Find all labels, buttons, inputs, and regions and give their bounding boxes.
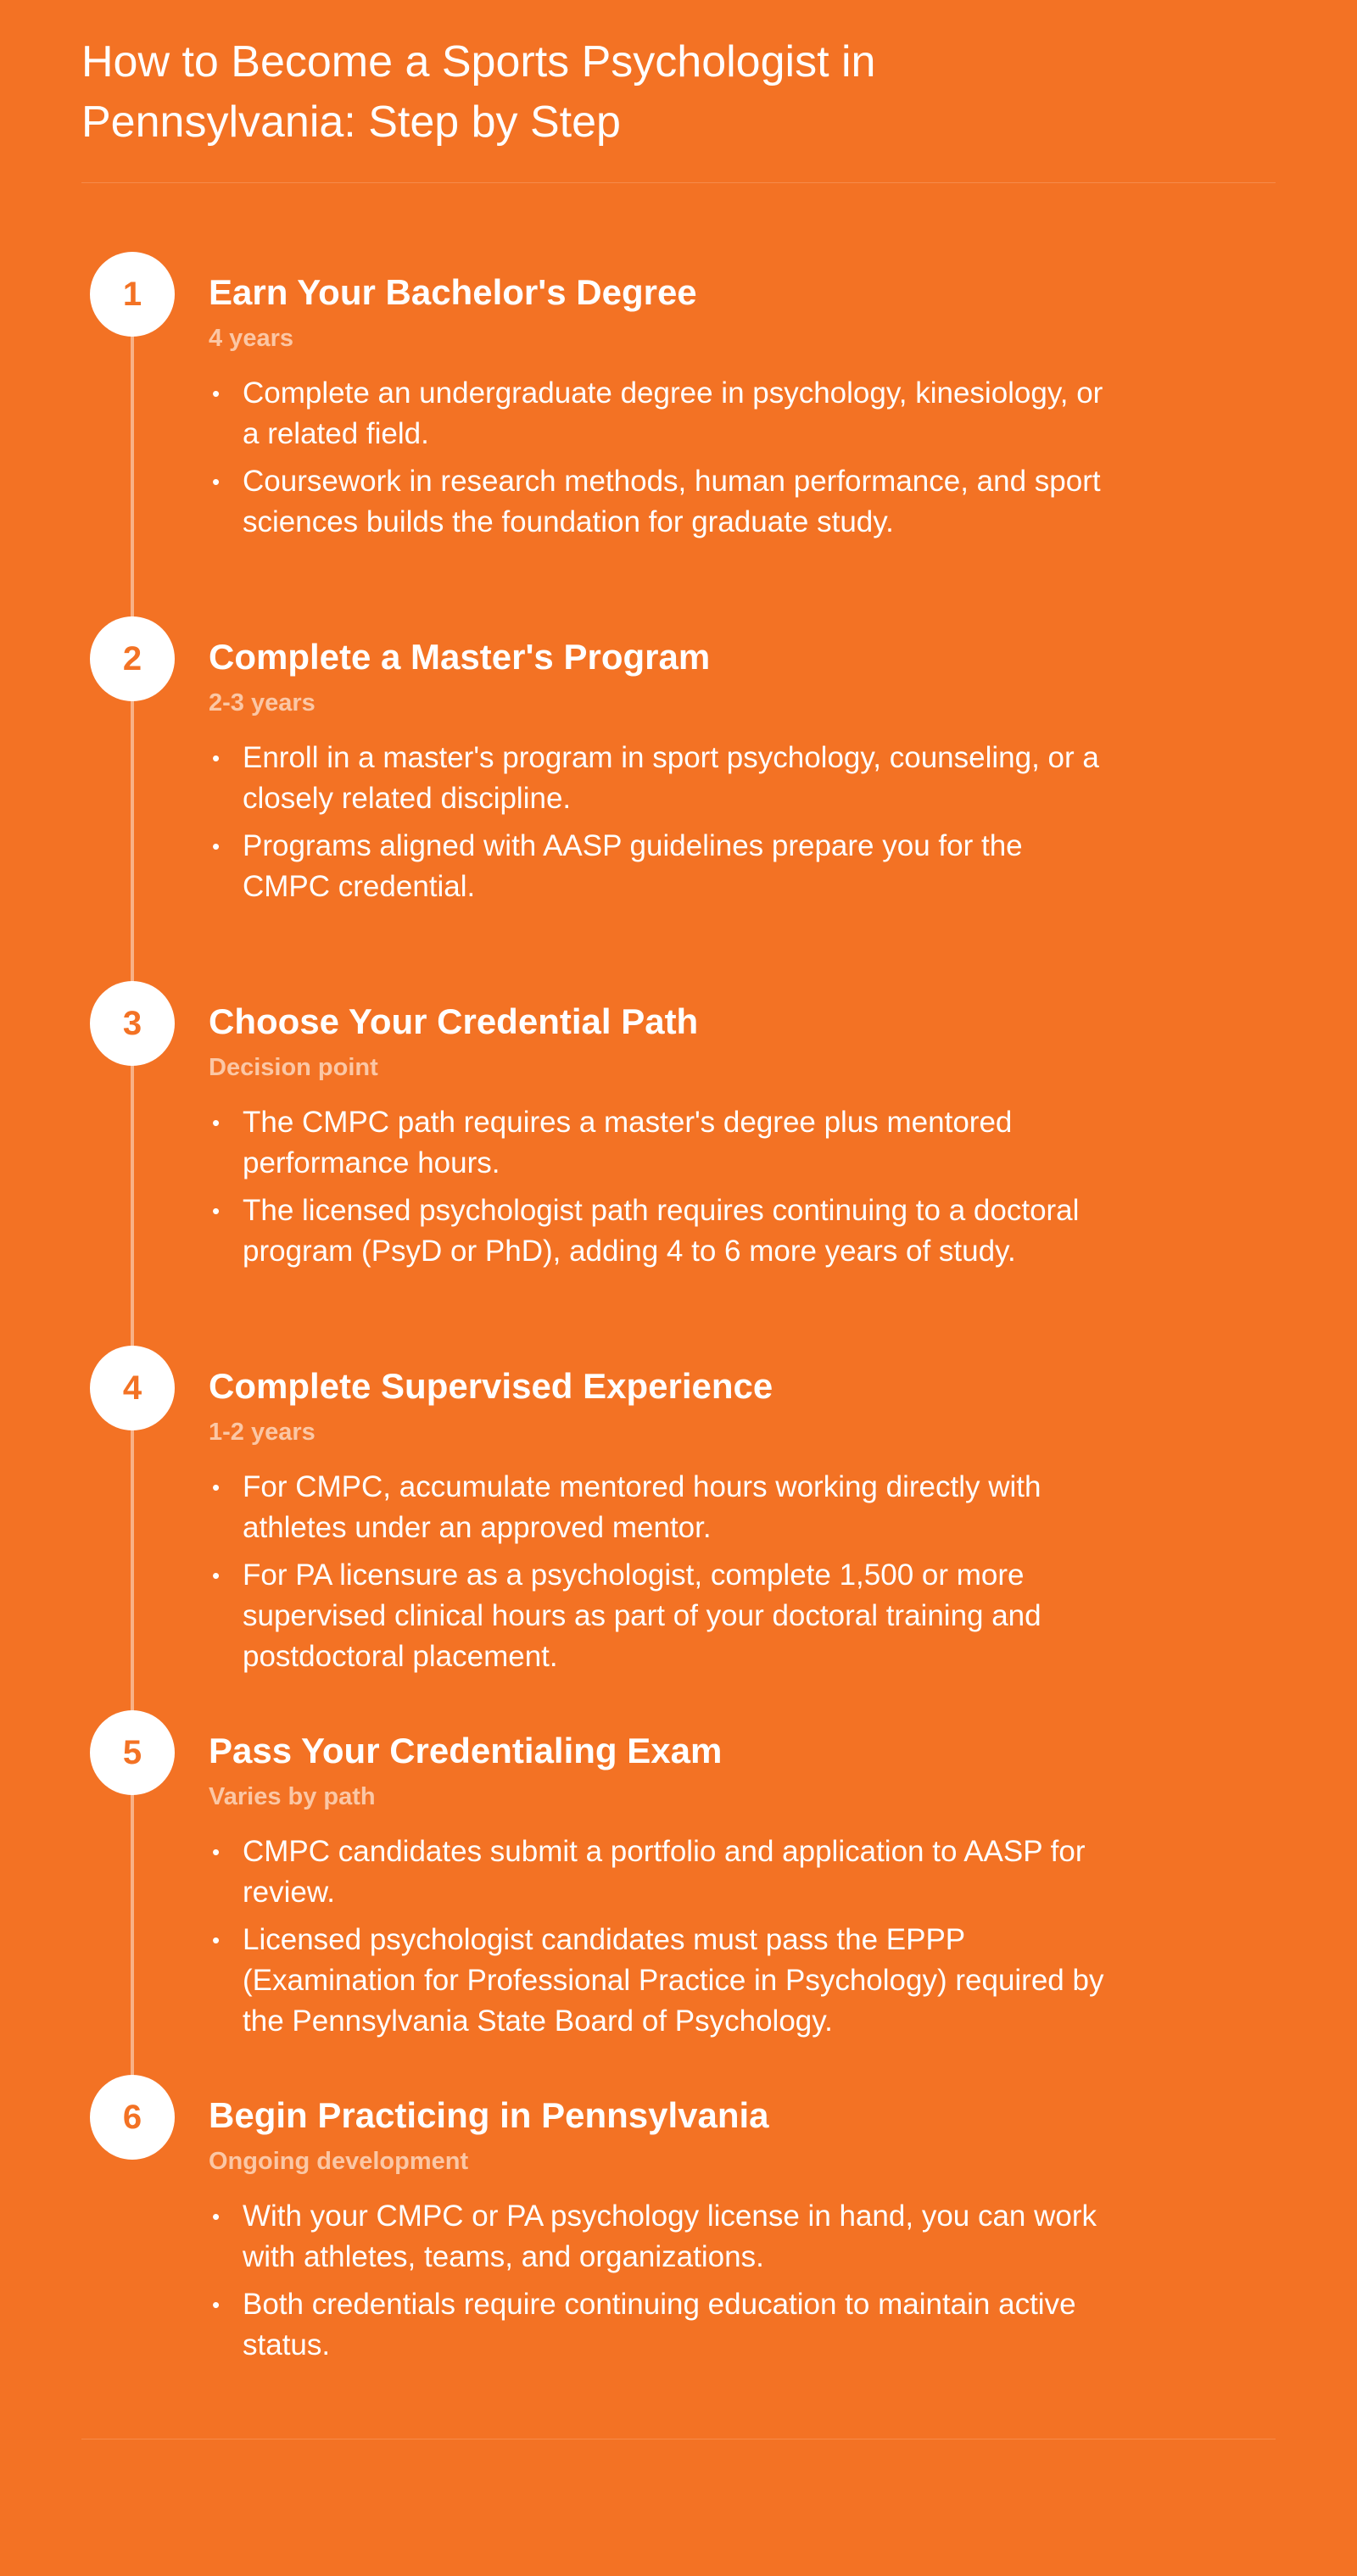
- step-bullet: [209, 1467, 1116, 1548]
- step-bullet-list: [209, 1102, 1116, 1279]
- step-number-badge: 5: [90, 1710, 175, 1795]
- step-title: Complete Supervised Experience: [209, 1366, 773, 1406]
- step-bullet-text: The CMPC path requires a master's degree plus mentored performance hours.: [243, 1106, 1013, 1179]
- bullet-dot-icon: •: [212, 469, 221, 494]
- step-bullet-list: [209, 373, 1116, 549]
- step-bullet: [209, 2284, 1116, 2366]
- bullet-dot-icon: •: [212, 2292, 221, 2317]
- step-bullet-text: The licensed psychologist path requires continuing to a doctoral program (PsyD or PhD), adding 4 to 6 more years of study.: [243, 1194, 1080, 1268]
- step-title: Pass Your Credentialing Exam: [209, 1731, 723, 1770]
- step-bullet: [209, 1832, 1116, 1913]
- step-number-badge: 4: [90, 1346, 175, 1430]
- step-number-badge: 6: [90, 2075, 175, 2160]
- step-bullet-text: Both credentials require continuing education to maintain active status.: [243, 2288, 1076, 2361]
- step-duration: Varies by path: [209, 1783, 376, 1810]
- step-bullet: [209, 461, 1116, 543]
- bullet-dot-icon: •: [212, 745, 221, 771]
- bullet-dot-icon: •: [212, 381, 221, 406]
- step-title: Complete a Master's Program: [209, 637, 711, 677]
- step-bullet: [209, 1555, 1116, 1677]
- step-bullet-text: Enroll in a master's program in sport psychology, counseling, or a closely related discipline.: [243, 741, 1099, 815]
- page-title: How to Become a Sports Psychologist in Pennsylvania: Step by Step: [81, 37, 876, 147]
- bullet-dot-icon: •: [212, 1475, 221, 1500]
- bullet-dot-icon: •: [212, 1839, 221, 1865]
- step-bullet: [209, 373, 1116, 454]
- step-duration: 2-3 years: [209, 689, 316, 716]
- step-bullet-text: Coursework in research methods, human performance, and sport sciences builds the foundation for graduate study.: [243, 465, 1101, 538]
- step-bullet-list: [209, 738, 1116, 914]
- step-title: Begin Practicing in Pennsylvania: [209, 2095, 769, 2135]
- step-bullet-text: For CMPC, accumulate mentored hours working directly with athletes under an approved mentor.: [243, 1470, 1041, 1544]
- bullet-dot-icon: •: [212, 2204, 221, 2229]
- step-bullet: [209, 1190, 1116, 1272]
- step-duration: 4 years: [209, 325, 293, 352]
- step-bullet: [209, 826, 1116, 907]
- top-divider: [81, 182, 1276, 183]
- step-duration: Decision point: [209, 1054, 378, 1081]
- step-bullet: [209, 738, 1116, 819]
- step-bullet-text: Programs aligned with AASP guidelines prepare you for the CMPC credential.: [243, 829, 1023, 903]
- step-bullet-text: Complete an undergraduate degree in psychology, kinesiology, or a related field.: [243, 376, 1103, 450]
- step-title: Earn Your Bachelor's Degree: [209, 272, 697, 312]
- step-bullet: [209, 1102, 1116, 1184]
- bullet-dot-icon: •: [212, 1110, 221, 1135]
- step-number-badge: 3: [90, 981, 175, 1066]
- bullet-dot-icon: •: [212, 1927, 221, 1953]
- step-bullet: [209, 2196, 1116, 2278]
- step-duration: 1-2 years: [209, 1419, 316, 1446]
- step-bullet-list: [209, 1832, 1116, 2049]
- step-bullet-list: [209, 2196, 1116, 2372]
- step-duration: Ongoing development: [209, 2148, 469, 2175]
- step-bullet-list: [209, 1467, 1116, 1684]
- bullet-dot-icon: •: [212, 1198, 221, 1224]
- step-title: Choose Your Credential Path: [209, 1001, 699, 1041]
- step-bullet-text: With your CMPC or PA psychology license in hand, you can work with athletes, teams, and organizations.: [243, 2200, 1097, 2273]
- timeline-line: [131, 297, 134, 2116]
- step-bullet-text: Licensed psychologist candidates must pass the EPPP (Examination for Professional Practice in Psychology) required by the Pennsylvania State Board of Psychology.: [243, 1923, 1104, 2038]
- bullet-dot-icon: •: [212, 834, 221, 859]
- step-bullet-text: CMPC candidates submit a portfolio and application to AASP for review.: [243, 1835, 1086, 1909]
- step-bullet-text: For PA licensure as a psychologist, complete 1,500 or more supervised clinical hours as part of your doctoral training and postdoctoral placement.: [243, 1558, 1041, 1673]
- step-number-badge: 1: [90, 252, 175, 337]
- step-bullet: [209, 1920, 1116, 2042]
- step-number-badge: 2: [90, 616, 175, 701]
- bullet-dot-icon: •: [212, 1563, 221, 1588]
